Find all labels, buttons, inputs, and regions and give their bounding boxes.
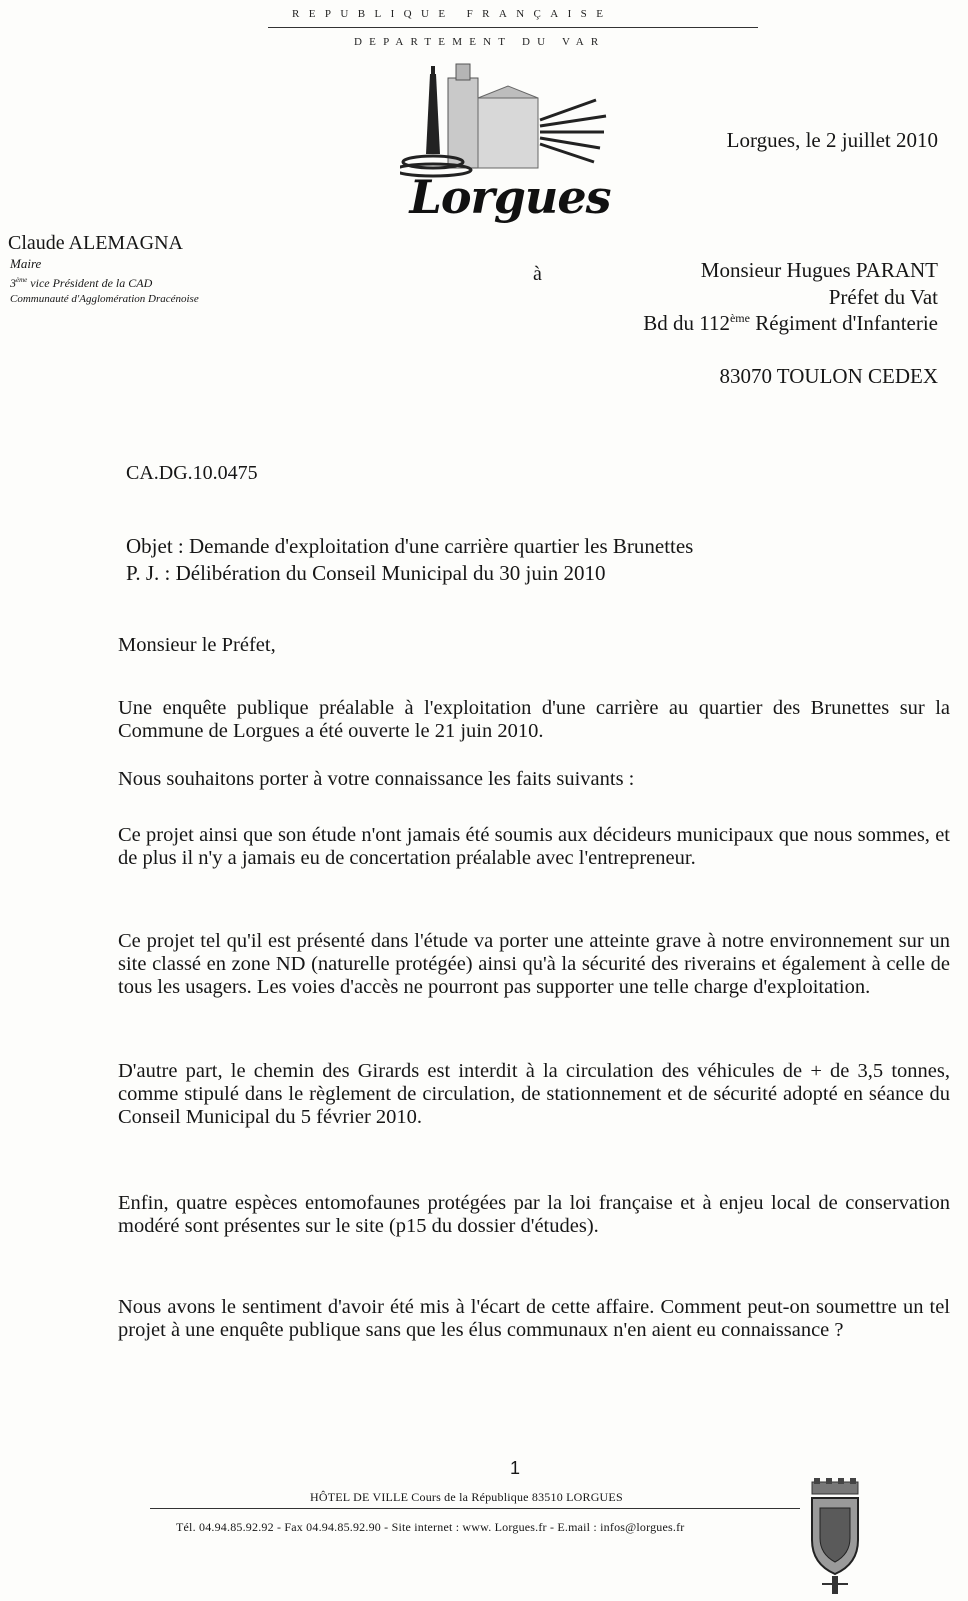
- recipient-marker: à: [533, 263, 542, 285]
- sender-role: Maire: [10, 256, 42, 271]
- departement-heading: DEPARTEMENT DU VAR: [354, 36, 606, 48]
- page-number: 1: [510, 1458, 521, 1478]
- body-paragraph: Nous avons le sentiment d'avoir été mis à l'écart de cette affaire. Comment peut-on soumettre un tel projet à une enquête publique sans que les élus communaux n'en aient eu connaissance ?: [118, 1296, 950, 1341]
- lorgues-town-logo-icon: [400, 58, 620, 248]
- salutation: Monsieur le Préfet,: [118, 634, 276, 656]
- sender-vice-president: 3ème vice Président de la CAD: [10, 276, 153, 290]
- recipient-title: Préfet du Vat: [828, 285, 938, 309]
- header-rule: [268, 27, 758, 28]
- body-paragraph: Une enquête publique préalable à l'exploitation d'une carrière au quartier des Brunettes sur la Commune de Lorgues a été ouverte le 21 juin 2010.: [118, 697, 950, 742]
- letter-date: Lorgues, le 2 juillet 2010: [726, 128, 938, 152]
- recipient-name: Monsieur Hugues PARANT: [700, 258, 938, 282]
- recipient-address: Bd du 112ème Régiment d'Infanterie: [643, 311, 938, 335]
- footer-address: HÔTEL DE VILLE Cours de la République 83510 LORGUES: [310, 1490, 623, 1504]
- city-coat-of-arms-icon: [806, 1478, 864, 1596]
- republique-heading: REPUBLIQUE FRANÇAISE: [292, 8, 613, 20]
- body-paragraph: Ce projet tel qu'il est présenté dans l'étude va porter une atteinte grave à notre environnement sur un site classé en zone ND (naturelle protégée) ainsi qu'à la sécurité des riverains et également à celle de tous les usagers. Les voies d'accès ne pourront pas supporter une telle charge d'exploitation.: [118, 930, 950, 998]
- body-paragraph: D'autre part, le chemin des Girards est interdit à la circulation des véhicules de + de 3,5 tonnes, comme stipulé dans le règlement de circulation, de stationnement et de sécurité adopté en séance du Conseil Municipal du 5 février 2010.: [118, 1060, 950, 1128]
- logo-drawing: [400, 58, 620, 178]
- logo-title: Lorgues: [409, 170, 611, 224]
- recipient-city: 83070 TOULON CEDEX: [719, 364, 938, 388]
- attachment-line: P. J. : Délibération du Conseil Municipal du 30 juin 2010: [126, 561, 606, 585]
- body-paragraph: Nous souhaitons porter à votre connaissance les faits suivants :: [118, 768, 635, 790]
- subject-line: Objet : Demande d'exploitation d'une carrière quartier les Brunettes: [126, 534, 694, 558]
- footer-contacts: Tél. 04.94.85.92.92 - Fax 04.94.85.92.90 - Site internet : www. Lorgues.fr - E.mail : infos@lorgues.fr: [176, 1520, 685, 1534]
- body-paragraph: Enfin, quatre espèces entomofaunes protégées par la loi française et à enjeu local de conservation modéré sont présentes sur le site (p15 du dossier d'études).: [118, 1192, 950, 1237]
- sender-name: Claude ALEMAGNA: [8, 232, 183, 254]
- reference-number: CA.DG.10.0475: [126, 462, 258, 484]
- sender-community: Communauté d'Agglomération Dracénoise: [10, 293, 199, 305]
- footer-rule: [150, 1508, 800, 1509]
- body-paragraph: Ce projet ainsi que son étude n'ont jamais été soumis aux décideurs municipaux que nous sommes, et de plus il n'y a jamais eu de concertation préalable avec l'entrepreneur.: [118, 824, 950, 869]
